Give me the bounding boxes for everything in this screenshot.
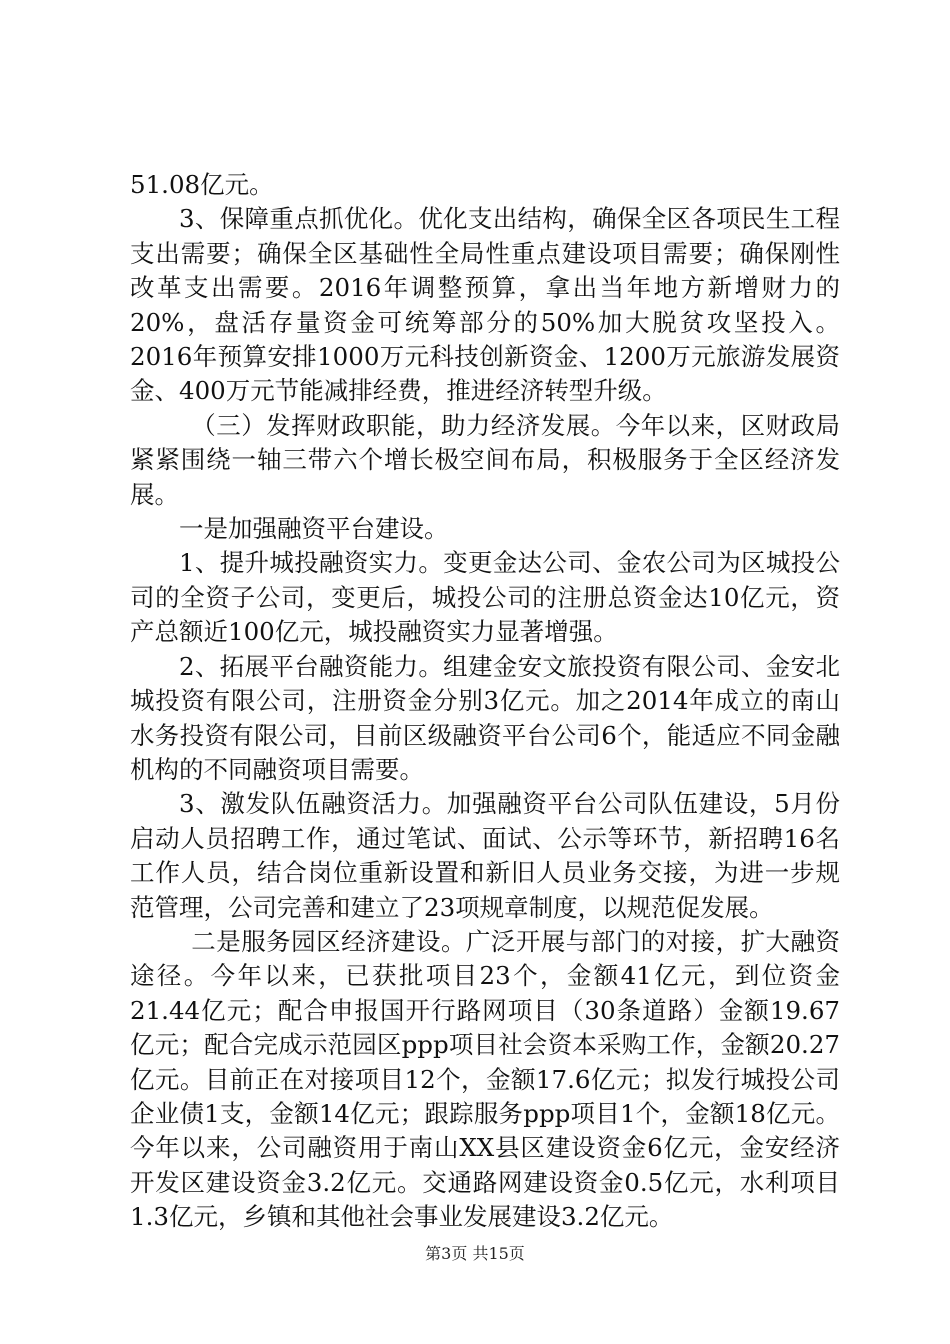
paragraph: （三）发挥财政职能，助力经济发展。今年以来，区财政局紧紧围绕一轴三带六个增长极空间布局，积极服务于全区经济发展。 xyxy=(130,410,840,509)
page-footer: 第3页 共15页 xyxy=(425,1244,525,1263)
paragraph: 3、激发队伍融资活力。加强融资平台公司队伍建设，5月份启动人员招聘工作，通过笔试、面试、公示等环节，新招聘16名工作人员，结合岗位重新设置和新旧人员业务交接，为进一步规范管理，公司完善和建立了23项规章制度，以规范促发展。 xyxy=(130,789,840,922)
paragraph: 2、拓展平台融资能力。组建金安文旅投资有限公司、金安北城投资有限公司，注册资金分别3亿元。加之2014年成立的南山水务投资有限公司，目前区级融资平台公司6个，能适应不同金融机构的不同融资项目需要。 xyxy=(130,651,840,784)
paragraph: 二是服务园区经济建设。广泛开展与部门的对接，扩大融资途径。今年以来，已获批项目23个，金额41亿元，到位资金21.44亿元；配合申报国开行路网项目（30条道路）金额19.67亿元；配合完成示范园区ppp项目社会资本采购工作，金额20.27亿元。目前正在对接项目12个，金额17.6亿元；拟发行城投公司企业债1支，金额14亿元；跟踪服务ppp项目1个，金额18亿元。今年以来，公司融资用于南山XX县区建设资金6亿元，金安经济开发区建设资金3.2亿元。交通路网建设资金0.5亿元，水利项目1.3亿元，乡镇和其他社会事业发展建设3.2亿元。 xyxy=(130,926,840,1232)
paragraph: 3、保障重点抓优化。优化支出结构，确保全区各项民生工程支出需要；确保全区基础性全局性重点建设项目需要；确保刚性改革支出需要。2016年调整预算，拿出当年地方新增财力的20%，盘活存量资金可统筹部分的50%加大脱贫攻坚投入。2016年预算安排1000万元科技创新资金、1200万元旅游发展资金、400万元节能减排经费，推进经济转型升级。 xyxy=(130,204,840,406)
paragraph: 51.08亿元。 xyxy=(130,170,274,199)
paragraph: 一是加强融资平台建设。 xyxy=(179,514,449,544)
document-body xyxy=(130,168,840,1235)
paragraph: 1、提升城投融资实力。变更金达公司、金农公司为区城投公司的全资子公司，变更后，城投公司的注册总资金达10亿元，资产总额近100亿元，城投融资实力显著增强。 xyxy=(130,548,840,647)
